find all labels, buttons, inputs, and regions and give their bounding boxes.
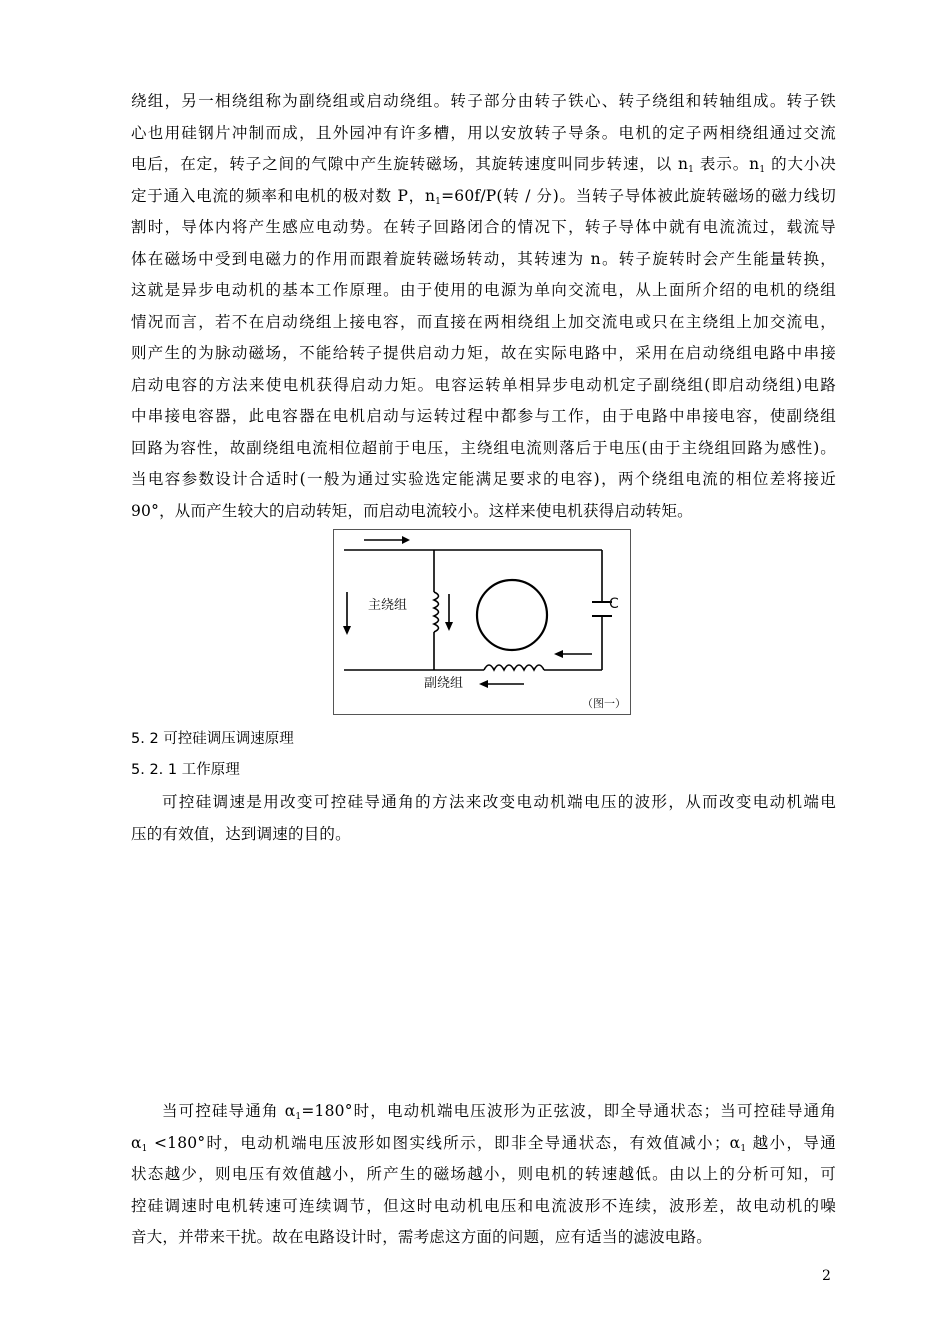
circuit-figure xyxy=(333,529,631,715)
text-line: 音大，并带来干扰。故在电路设计时，需考虑这方面的问题，应有适当的滤波电路。 xyxy=(131,1228,712,1246)
text-run: 当可控硅导通角 α xyxy=(162,1102,296,1120)
text-run: 电后，在定，转子之间的气隙中产生旋转磁场，其旋转速度叫同步转速，以 n xyxy=(131,155,689,173)
text-run: 定于通入电流的频率和电机的极对数 P，n xyxy=(131,186,436,205)
subsection-heading: 5. 2. 1 工作原理 xyxy=(131,762,240,778)
text-run: 表示。n xyxy=(694,155,760,173)
aux-winding-arrow xyxy=(479,680,524,688)
text-run: =60f/P(转 / 分)。当转子导体被此旋转磁场的磁力线切 xyxy=(441,186,836,205)
subscript: 1 xyxy=(295,1112,302,1122)
subscript: 1 xyxy=(740,1143,747,1154)
text-line: 状态越少，则电压有效值越小，所产生的磁场越小，则电机的转速越低。由以上的分析可知，可 xyxy=(131,1165,836,1183)
text-line: 绕组，另一相绕组称为副绕组或启动绕组。转子部分由转子铁心、转子绕组和转轴组成。转子铁 xyxy=(131,92,836,110)
section-heading: 5. 2 可控硅调压调速原理 xyxy=(131,731,294,747)
text-run: α xyxy=(131,1133,142,1152)
text-line: 心也用硅钢片冲制而成，且外园冲有许多槽，用以安放转子导条。电机的定子两相绕组通过交流 xyxy=(131,123,836,142)
text-line: 控硅调速时电机转速可连续调节，但这时电动机电压和电流波形不连续，波形差，故电动机的噪 xyxy=(131,1196,836,1215)
capacitor-return-arrow xyxy=(554,650,592,658)
text-line: 可控硅调速是用改变可控硅导通角的方法来改变电动机端电压的波形，从而改变电动机端电 xyxy=(162,793,836,811)
text-line xyxy=(131,149,836,181)
paragraph-motor-principle xyxy=(131,86,836,527)
text-line xyxy=(131,181,836,213)
capacitor-motor-circuit-diagram xyxy=(334,530,632,716)
paragraph-scr-speed-control xyxy=(131,787,836,850)
text-line: 压的有效值，达到调速的目的。 xyxy=(131,824,351,843)
text-line: 情况而言，若不在启动绕组上接电容，而直接在两相绕组上加交流电或只在主绕组上加交流电， xyxy=(131,312,836,331)
text-line xyxy=(131,1128,836,1160)
main-winding-down-arrow xyxy=(445,594,453,631)
page-number: 2 xyxy=(822,1268,831,1284)
capacitor-label: C xyxy=(609,596,619,612)
main-winding-label: 主绕组 xyxy=(368,598,408,613)
paragraph-conduction-angle xyxy=(131,1096,836,1254)
text-line: 则产生的为脉动磁场，不能给转子提供启动力矩，故在实际电路中，采用在启动绕组电路中串接 xyxy=(131,344,836,362)
text-line: 启动电容的方法来使电机获得启动力矩。电容运转单相异步电动机定子副绕组(即启动绕组)电路 xyxy=(131,375,836,394)
text-run: =180°时，电动机端电压波形为正弦波，即全导通状态；当可控硅导通角 xyxy=(301,1102,836,1120)
figure-caption: （图一） xyxy=(582,697,626,710)
text-line: 体在磁场中受到电磁力的作用而跟着旋转磁场转动，其转速为 n。转子旋转时会产生能量转换， xyxy=(131,249,836,268)
top-current-arrow xyxy=(364,536,410,544)
aux-winding-coil xyxy=(484,665,544,670)
text-run: 越小，导通 xyxy=(746,1133,836,1152)
subscript: 1 xyxy=(435,196,442,207)
text-line: 回路为容性，故副绕组电流相位超前于电压，主绕组电流则落后于电压(由于主绕组回路为感性)。 xyxy=(131,438,836,457)
text-run: <180°时，电动机端电压波形如图实线所示，即非全导通状态，有效值减小；α xyxy=(147,1133,741,1152)
text-line xyxy=(131,1096,836,1128)
text-line: 割时，导体内将产生感应电动势。在转子回路闭合的情况下，转子导体中就有电流流过，载流导 xyxy=(131,218,836,236)
rotor-circle xyxy=(477,580,547,650)
subscript: 1 xyxy=(688,165,695,175)
main-winding-coil xyxy=(434,592,439,632)
subscript: 1 xyxy=(141,1143,148,1154)
text-line: 当电容参数设计合适时(一般为通过实验选定能满足要求的电容)，两个绕组电流的相位差将接近 xyxy=(131,470,836,488)
text-line: 90°，从而产生较大的启动转矩，而启动电流较小。这样来使电机获得启动转矩。 xyxy=(131,501,693,520)
aux-winding-label: 副绕组 xyxy=(424,676,464,691)
left-down-arrow xyxy=(343,592,351,635)
text-line: 这就是异步电动机的基本工作原理。由于使用的电源为单向交流电，从上面所介绍的电机的绕组 xyxy=(131,281,836,299)
text-run: 的大小决 xyxy=(765,155,836,173)
text-line: 中串接电容器，此电容器在电机启动与运转过程中都参与工作，由于电路中串接电容，使副绕组 xyxy=(131,407,836,425)
subscript: 1 xyxy=(759,165,766,175)
